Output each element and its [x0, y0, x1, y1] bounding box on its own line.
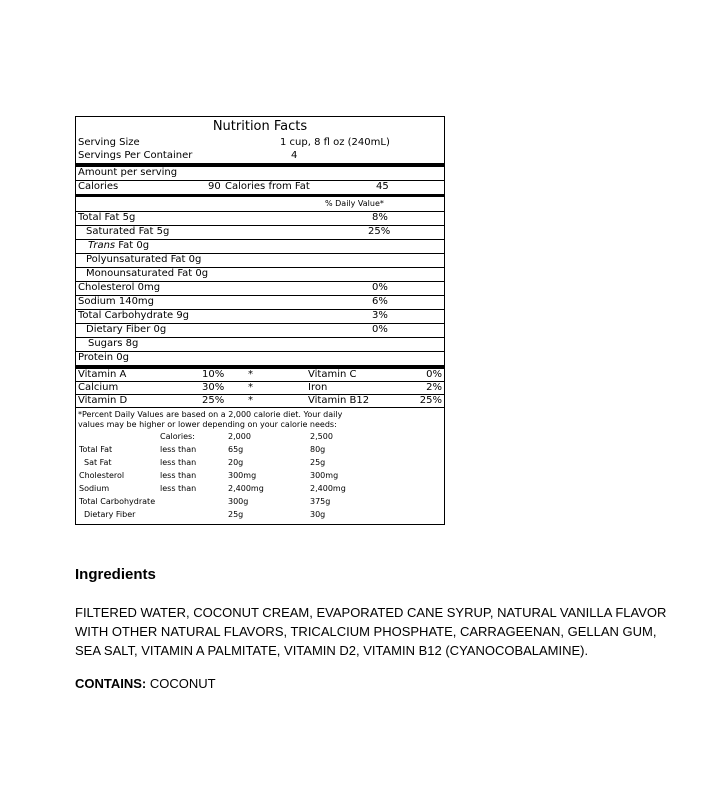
nutrient-row: [76, 309, 444, 323]
vitamin-left-name: Vitamin A: [78, 369, 127, 380]
nutrient-label: Cholesterol 0mg: [78, 282, 161, 293]
vitamin-right-pct: 25%: [419, 395, 442, 406]
ingredients-heading: Ingredients: [75, 566, 156, 583]
contains-label: CONTAINS:: [75, 676, 147, 691]
servings-value: 4: [291, 150, 298, 161]
nutrient-label: Monounsaturated Fat 0g: [86, 268, 209, 279]
reference-cmp: less than: [160, 458, 197, 467]
reference-c1: 25g: [228, 510, 244, 519]
servings-row: [76, 150, 444, 163]
nutrient-row: [76, 351, 444, 365]
nutrient-label: Protein 0g: [78, 352, 129, 363]
nutrient-row: [76, 211, 444, 225]
vitamin-star: *: [248, 369, 253, 380]
nutrient-row: [76, 253, 444, 267]
reference-c1: 20g: [228, 458, 244, 467]
nutrient-label: Sodium 140mg: [78, 296, 155, 307]
nutrient-dv: 25%: [368, 226, 391, 237]
vitamin-star: *: [248, 382, 253, 393]
reference-c1: 65g: [228, 445, 244, 454]
reference-cmp: less than: [160, 484, 197, 493]
ingredients-text: FILTERED WATER, COCONUT CREAM, EVAPORATED CANE SYRUP, NATURAL VANILLA FLAVOR WITH OTHER NATURAL FLAVORS, TRICALCIUM PHOSPHATE, CARRAGEENAN, GELLAN GUM, SEA SALT, VITAMIN A PALMITATE, VITAMIN D2, VITAMIN B12 (CYANOCOBALAMINE).: [75, 605, 667, 658]
nutrient-dv: 8%: [372, 212, 388, 223]
reference-name: Sodium: [79, 484, 110, 493]
vitamin-right-pct: 2%: [426, 382, 442, 393]
nutrient-label: Sugars 8g: [88, 338, 139, 349]
vitamin-row: [76, 381, 444, 394]
vitamin-left-name: Vitamin D: [78, 395, 128, 406]
reference-name: Dietary Fiber: [84, 510, 136, 519]
reference-row: [78, 443, 442, 456]
nutrition-facts-label: [75, 116, 445, 525]
reference-c1: 300g: [228, 497, 249, 506]
nutrient-row: [76, 323, 444, 337]
vitamin-star: *: [248, 395, 253, 406]
reference-row: [78, 495, 442, 508]
calories-value: 90: [208, 181, 221, 192]
reference-c2: 25g: [310, 458, 326, 467]
reference-c2: 375g: [310, 497, 331, 506]
reference-c1: 300mg: [228, 471, 257, 480]
vitamin-left-pct: 10%: [202, 369, 225, 380]
calories-fat-value: 45: [376, 181, 389, 192]
serving-size-row: [76, 137, 444, 150]
dv-header: % Daily Value*: [325, 199, 384, 208]
footnote-line: values may be higher or lower depending on your calorie needs:: [78, 420, 337, 429]
nutrient-row: [76, 225, 444, 239]
reference-name: Total Fat: [79, 445, 113, 454]
calories-label: Calories: [78, 181, 119, 192]
nutrient-row: [76, 281, 444, 295]
nutrient-label: Total Fat 5g: [78, 212, 136, 223]
vitamin-right-name: Vitamin B12: [308, 395, 370, 406]
nutrient-dv: 0%: [372, 324, 388, 335]
reference-header-row: [78, 430, 442, 443]
nutrient-label: Total Carbohydrate 9g: [78, 310, 190, 321]
nutrient-label: Dietary Fiber 0g: [86, 324, 167, 335]
serving-size-label: Serving Size: [78, 137, 140, 148]
reference-c2: 30g: [310, 510, 326, 519]
nutrient-dv: 3%: [372, 310, 388, 321]
nutrient-label: [88, 240, 149, 252]
reference-c2: 80g: [310, 445, 326, 454]
reference-c2: 2,400mg: [310, 484, 346, 493]
nutrient-row: [76, 295, 444, 309]
reference-row: [78, 508, 442, 521]
ingredients-section: [75, 566, 675, 691]
reference-name: Sat Fat: [84, 458, 112, 467]
footnote-section: [76, 407, 444, 524]
nutrient-label: Saturated Fat 5g: [86, 226, 170, 237]
vitamin-left-name: Calcium: [78, 382, 119, 393]
vitamin-row: [76, 394, 444, 407]
reference-c2: 300mg: [310, 471, 339, 480]
reference-header-label: Calories:: [160, 432, 195, 441]
trans-label-rest: Fat 0g: [115, 240, 150, 251]
vitamin-right-name: Iron: [308, 382, 328, 393]
reference-header-c2: 2,500: [310, 432, 333, 441]
reference-row: [78, 482, 442, 495]
contains-line: [75, 674, 675, 693]
reference-name: Total Carbohydrate: [79, 497, 156, 506]
vitamin-left-pct: 30%: [202, 382, 225, 393]
reference-cmp: less than: [160, 445, 197, 454]
reference-c1: 2,400mg: [228, 484, 264, 493]
amount-per-serving: Amount per serving: [78, 167, 178, 178]
trans-label: Trans: [88, 240, 116, 251]
vitamin-row: [76, 365, 444, 381]
serving-size-value: 1 cup, 8 fl oz (240mL): [280, 137, 390, 148]
vitamin-left-pct: 25%: [202, 395, 225, 406]
servings-label: Servings Per Container: [78, 150, 193, 161]
contains-value: COCONUT: [146, 676, 216, 691]
nutrient-dv: 6%: [372, 296, 388, 307]
label-title: Nutrition Facts: [212, 119, 308, 134]
calories-fat-label: Calories from Fat: [225, 181, 310, 192]
vitamin-right-name: Vitamin C: [308, 369, 357, 380]
amount-row: [76, 163, 444, 180]
footnote-line: *Percent Daily Values are based on a 2,000 calorie diet. Your daily: [78, 410, 343, 419]
dv-header-row: [76, 194, 444, 211]
reference-row: [78, 469, 442, 482]
nutrient-row: [76, 239, 444, 253]
calories-row: [76, 180, 444, 194]
reference-cmp: less than: [160, 471, 197, 480]
reference-name: Cholesterol: [79, 471, 125, 480]
vitamin-right-pct: 0%: [426, 369, 442, 380]
reference-header-c1: 2,000: [228, 432, 251, 441]
nutrient-label: Polyunsaturated Fat 0g: [86, 254, 202, 265]
nutrient-row: [76, 337, 444, 351]
nutrient-row: [76, 267, 444, 281]
nutrient-dv: 0%: [372, 282, 388, 293]
reference-row: [78, 456, 442, 469]
